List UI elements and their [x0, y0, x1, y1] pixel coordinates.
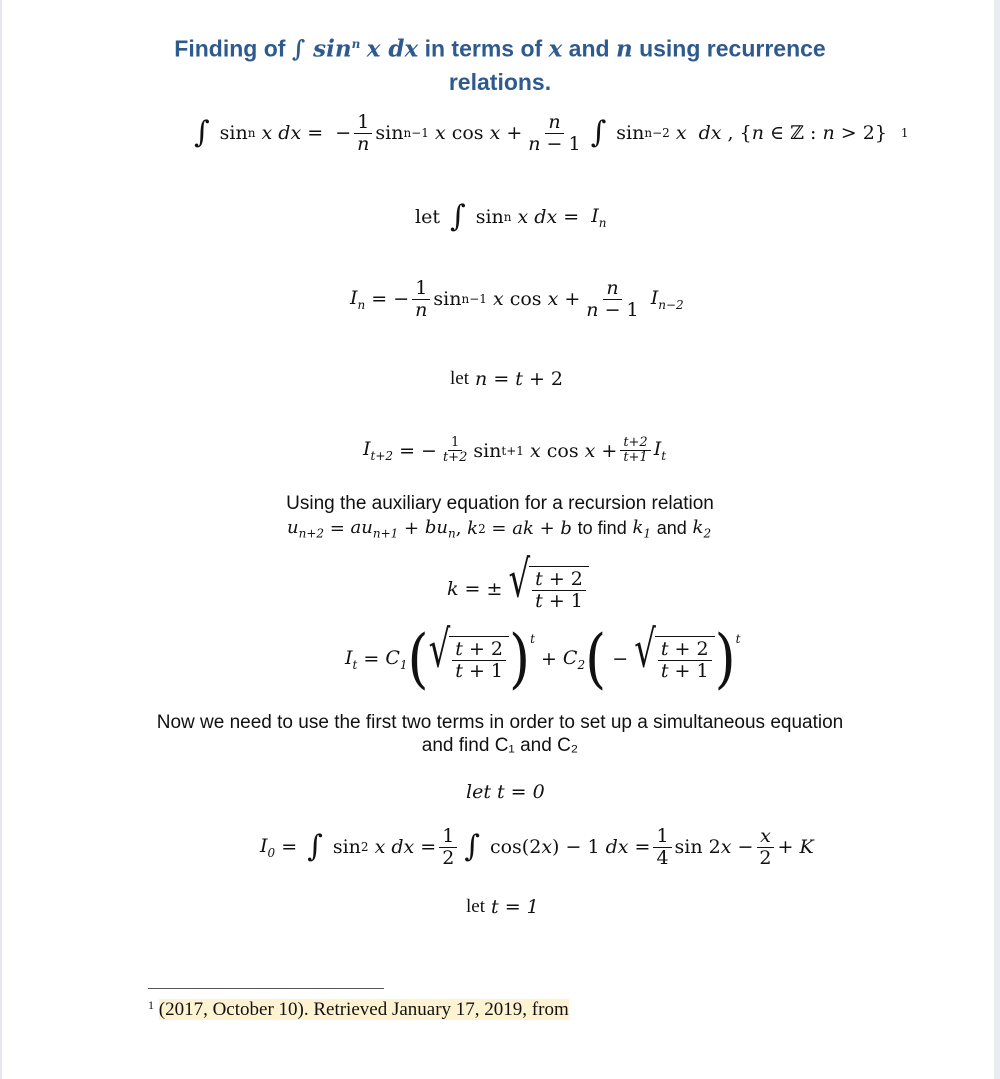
It-general-solution: $I_t$ = $C_1$ ( √ $\frac{t + 2}{t + 1}$ ) $^t$ + $C_2$ ( − √ $\frac{t + 2}{t + 1}$ ) $^t$ [345, 620, 741, 697]
simultaneous-line-2: and find C₁ and C₂ [421, 735, 579, 756]
In-formula: $I_n$ = − $\frac{1}{n}$ sin n−1 x cos x + $\frac{n}{n - 1}$ $I_{n-2}$ [350, 277, 684, 321]
k-roots: k = ± √ $\frac{t + 2}{t + 1}$ [447, 566, 589, 612]
let-In: let ∫ sin n x dx = $I_n$ [415, 199, 607, 234]
page-title: Finding of ∫ $\sin^n x$ dx in terms of x and n using recurrence relations. [174, 35, 826, 95]
right-edge [994, 0, 1000, 1079]
footnote [148, 998, 569, 1021]
footnote-rule [148, 988, 384, 989]
let-t-1: let t = 1 [466, 896, 539, 918]
auxiliary-line-2: $u_{n+2}$ = $au_{n+1}$ + $bu_n$ , k 2 = ak + b to find $k_1$ and $k_2$ [287, 517, 712, 541]
left-edge [0, 0, 2, 1079]
I0-evaluation: $I_0$ = ∫ sin 2 x dx = $\frac{1}{2}$ ∫ cos(2 x ) − 1 dx = $\frac{1}{4}$ sin 2 x − $\frac{x}{2}$ + K [260, 825, 814, 869]
simultaneous-line-1: Now we need to use the first two terms in order to set up a simultaneous equation [156, 712, 844, 733]
auxiliary-line-1: Using the auxiliary equation for a recursion relation [286, 493, 714, 514]
footnote-text: (2017, October 10). Retrieved January 17, 2019, from [158, 999, 569, 1020]
reduction-formula: ∫ sin n x dx = − $\frac{1}{n}$ sin n−1 x cos x + $\frac{n}{n - 1}$ ∫ sin n−2 x dx , { n ∈ ℤ : n > 2} 1 [194, 111, 909, 155]
It2-formula: $I_{t+2}$ = − $\frac{1}{t+2}$ sin t+1 x cos x + $\frac{t+2}{t+1}$ $I_t$ [363, 435, 667, 466]
let-n-substitution: let n = t + 2 [450, 368, 564, 390]
footnote-ref: 1 [900, 126, 909, 141]
footnote-marker: 1 [148, 998, 154, 1012]
let-t-0: let t = 0 [466, 781, 545, 803]
